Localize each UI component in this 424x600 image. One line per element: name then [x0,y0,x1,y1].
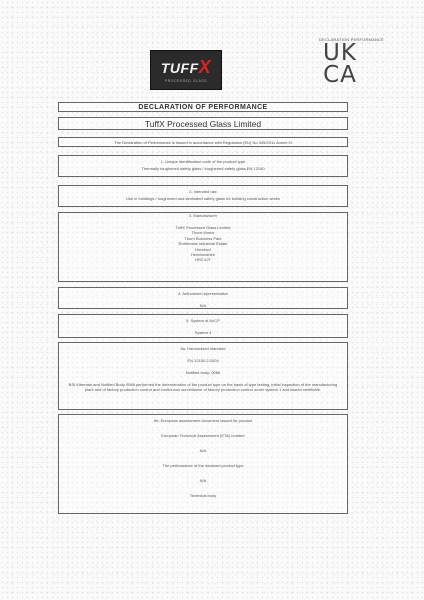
section-value: Thermally toughened safety glass / toughened safety glass EN 12150 [141,166,265,171]
regulation-statement: The Declaration of Performance is issued in accordance with Regulation (EU) No 305/2011 Annex III [58,137,348,147]
technical-body: Technical body [189,493,217,498]
notified-body: Notified body: 0086 [185,370,221,375]
document-title: DECLARATION OF PERFORMANCE [58,102,348,112]
section-value: System 4 [194,330,212,335]
address-line: Thorn Business Park [184,235,222,241]
section-avcp [58,314,348,338]
address-line: Herefordshire [190,251,216,257]
standard-value: EN 12150-2:2004 [187,358,219,363]
section-intended-use [58,185,348,207]
section-value: N/A [199,303,207,308]
section-label: 5. System of AVCP [186,318,220,323]
address-line: Rotherwas Industrial Estate [178,241,228,247]
section-label: 3. Manufacturer [188,212,217,218]
section-harmonised-standard [58,342,348,410]
section-value: Use in buildings / toughened and laminated safety glass for building construction works [126,196,280,201]
address-line: TuffX Processed Glass Limited [175,224,231,230]
performance-label: The performance of the declared product type [162,463,244,468]
section-authorised-rep [58,287,348,309]
section-product-id [58,155,348,177]
company-name: TuffX Processed Glass Limited [58,117,348,130]
document-reference: DECLARATION PERFORMANCE [319,37,384,42]
section-label: 6a. Harmonised standard [180,346,226,351]
address-line: Hereford [195,246,211,252]
eta-label: European Technical Assessment (ETA) number [161,433,245,438]
section-european-assessment [58,414,348,514]
section-label: 1. Unique identification code of the product type [160,159,246,164]
section-label: 4. Authorised representative [178,291,228,296]
certification-text: BSI Kitemark and Notified Body 0086 performed the determination of the product type on the basis of type testing, initial inspection of the manufacturing plant and of factory production control and continuous surveillance of factory production control under system 1 and issued certificate. [68,382,338,392]
section-label: 6b. European assessment document issued for product [153,418,253,423]
address-line: Thorn Works [191,230,215,236]
logo-wordmark: TUFFX [160,57,212,77]
eta-value: N/A [199,448,207,453]
tuffx-logo [150,50,222,90]
performance-value: N/A [199,478,207,483]
section-label: 2. Intended use [189,189,217,194]
logo-tagline: PROCESSED GLASS [164,79,208,83]
address-line: HR2 6JT [195,257,211,263]
ukca-mark: UK CA [323,40,357,88]
section-manufacturer [58,212,348,282]
